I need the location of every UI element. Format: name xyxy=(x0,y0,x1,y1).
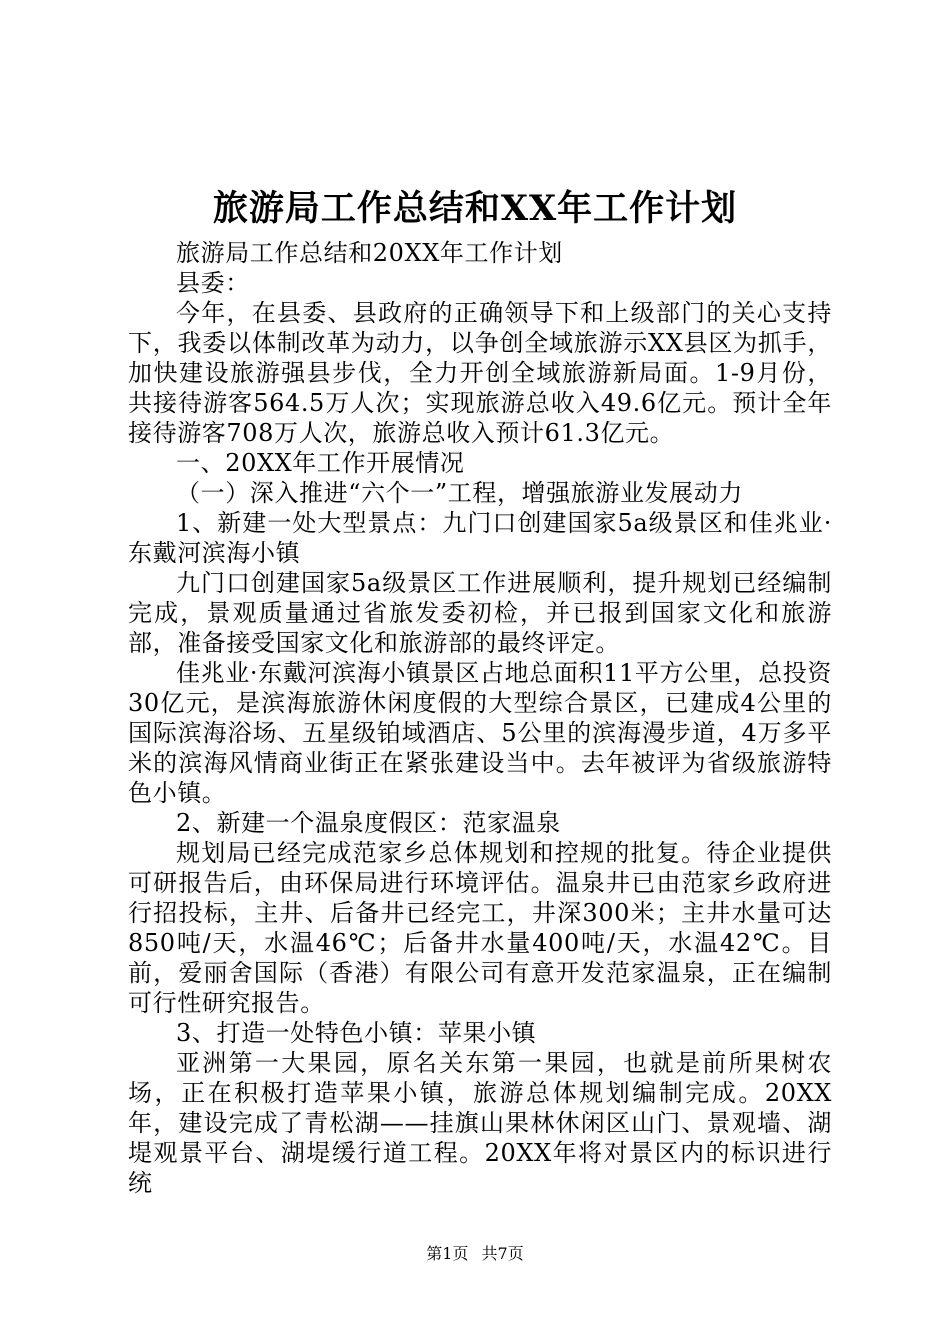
page-number: 第1页 xyxy=(426,1244,469,1263)
paragraph: 今年，在县委、县政府的正确领导下和上级部门的关心支持下，我委以体制改革为动力，以争创全域旅游示XX县区为抓手，加快建设旅游强县步伐，全力开创全域旅游新局面。1-9月份，共接待游客564.5万人次；实现旅游总收入49.6亿元。预计全年接待游客708万人次，旅游总收入预计61.3亿元。 xyxy=(128,299,832,447)
item-heading: 2、新建一个温泉度假区：范家温泉 xyxy=(176,809,561,837)
paragraph: 旅游局工作总结和20XX年工作计划 xyxy=(176,239,563,267)
paragraph: 规划局已经完成范家乡总体规划和控规的批复。待企业提供可研报告后，由环保局进行环境评估。温泉井已由范家乡政府进行招投标，主井、后备井已经完工，井深300米；主井水量可达850吨/天，水温46℃；后备井水量400吨/天，水温42℃。目前，爱丽舍国际（香港）有限公司有意开发范家温泉，正在编制可行性研究报告。 xyxy=(128,839,832,1017)
paragraph: 县委： xyxy=(176,269,250,297)
item-heading: 3、打造一处特色小镇：苹果小镇 xyxy=(176,1019,537,1047)
paragraph: 九门口创建国家5a级景区工作进展顺利，提升规划已经编制完成，景观质量通过省旅发委初检，并已报到国家文化和旅游部，准备接受国家文化和旅游部的最终评定。 xyxy=(128,569,832,657)
subsection-heading: （一）深入推进“六个一”工程，增强旅游业发展动力 xyxy=(176,479,743,507)
page-total: 共7页 xyxy=(481,1244,524,1263)
paragraph: 亚洲第一大果园，原名关东第一果园，也就是前所果树农场，正在积极打造苹果小镇，旅游总体规划编制完成。20XX年，建设完成了青松湖——挂旗山果林休闲区山门、景观墙、湖堤观景平台、湖堤缓行道工程。20XX年将对景区内的标识进行统 xyxy=(128,1049,832,1197)
document-body xyxy=(128,238,832,1198)
document-title: 旅游局工作总结和XX年工作计划 xyxy=(212,188,738,229)
section-heading: 一、20XX年工作开展情况 xyxy=(176,449,465,477)
paragraph: 佳兆业·东戴河滨海小镇景区占地总面积11平方公里，总投资30亿元，是滨海旅游休闲度假的大型综合景区，已建成4公里的国际滨海浴场、五星级铂域酒店、5公里的滨海漫步道，4万多平米的滨海风情商业街正在紧张建设当中。去年被评为省级旅游特色小镇。 xyxy=(128,659,832,807)
item-heading: 1、新建一处大型景点：九门口创建国家5a级景区和佳兆业·东戴河滨海小镇 xyxy=(128,509,832,567)
page-footer xyxy=(0,1243,950,1265)
